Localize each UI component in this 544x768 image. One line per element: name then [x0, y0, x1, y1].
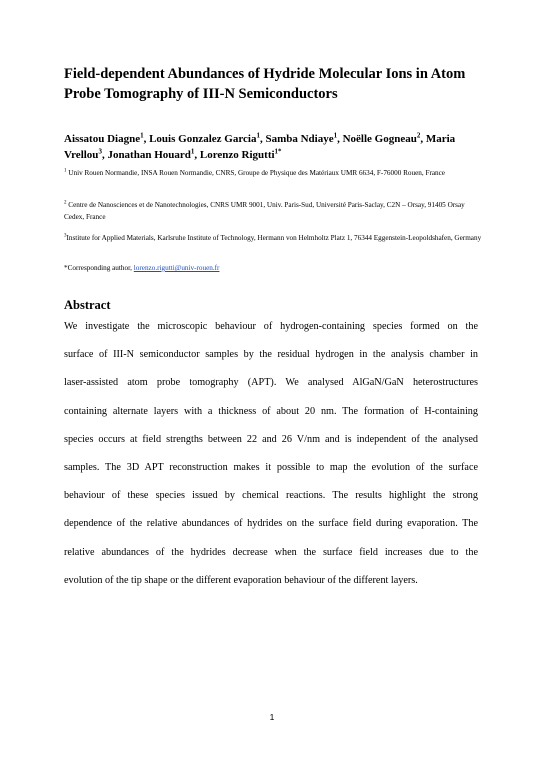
author: Samba Ndiaye$^1$,	[265, 131, 343, 145]
abstract-heading: Abstract	[64, 298, 111, 312]
author: Noëlle Gogneau$^2$,	[342, 131, 426, 145]
abstract-line: evolution of the tip shape or the different evaporation behaviour of the different layers.	[64, 574, 418, 586]
affiliation: $^1$ Univ Rouen Normandie, INSA Rouen Normandie, CNRS, Groupe de Physique des Matériaux UMR 6634, F-76000 Rouen, France	[64, 168, 445, 177]
abstract-line: species occurs at field strengths between 22 and 26 V/nm and is independent of the analysed	[64, 433, 478, 445]
abstract-line: containing alternate layers with a thickness of about 20 nm. The formation of H-containing	[64, 405, 478, 417]
abstract-line: laser-assisted atom probe tomography (APT). We analysed AlGaN/GaN heterostructures	[64, 377, 478, 389]
abstract-line: dependence of the relative abundances of hydrides on the surface field during evaporation. The	[64, 518, 478, 530]
abstract-line: behaviour of these species issued by chemical reactions. The results highlight the strong	[64, 490, 478, 502]
affiliation: $^2$ Centre de Nanosciences et de Nanotechnologies, CNRS UMR 9001, Univ. Paris-Sud, Université Paris-Saclay, C2N – Orsay, 91405 Orsay Cedex, France	[64, 200, 465, 221]
affiliation: $^3$Institute for Applied Materials, Karlsruhe Institute of Technology, Hermann von Helmholtz Platz 1, 76344 Eggenstein-Leopoldshafen, Germany	[64, 233, 482, 242]
corresponding-author: *Corresponding author, lorenzo.rigutti@univ-rouen.fr	[64, 264, 220, 272]
paper-title: Field-dependent Abundances of Hydride Molecular Ions in Atom Probe Tomography of III-N Semiconductors	[64, 66, 466, 102]
abstract-line: We investigate the microscopic behaviour of hydrogen-containing species formed on the	[64, 321, 478, 332]
author: Maria Vrellou$^3$,	[64, 133, 456, 161]
email-link[interactable]: lorenzo.rigutti@univ-rouen.fr	[133, 264, 220, 272]
abstract-line: samples. The 3D APT reconstruction makes it possible to map the evolution of the surface	[64, 461, 478, 473]
abstract-line: surface of III-N semiconductor samples by the residual hydrogen in the analysis chamber in	[64, 349, 478, 361]
page-number: 1	[269, 712, 275, 722]
author: Louis Gonzalez Garcia$^1$,	[149, 131, 266, 145]
author: Aissatou Diagne$^1$,	[64, 131, 150, 145]
abstract-body	[64, 313, 478, 595]
author-list	[64, 131, 484, 163]
author: Lorenzo Rigutti$^{1*}$	[199, 147, 282, 161]
abstract-line: relative abundances of the hydrides decrease when the surface field increases due to the	[64, 546, 478, 558]
author: Jonathan Houard$^1$,	[107, 147, 200, 161]
